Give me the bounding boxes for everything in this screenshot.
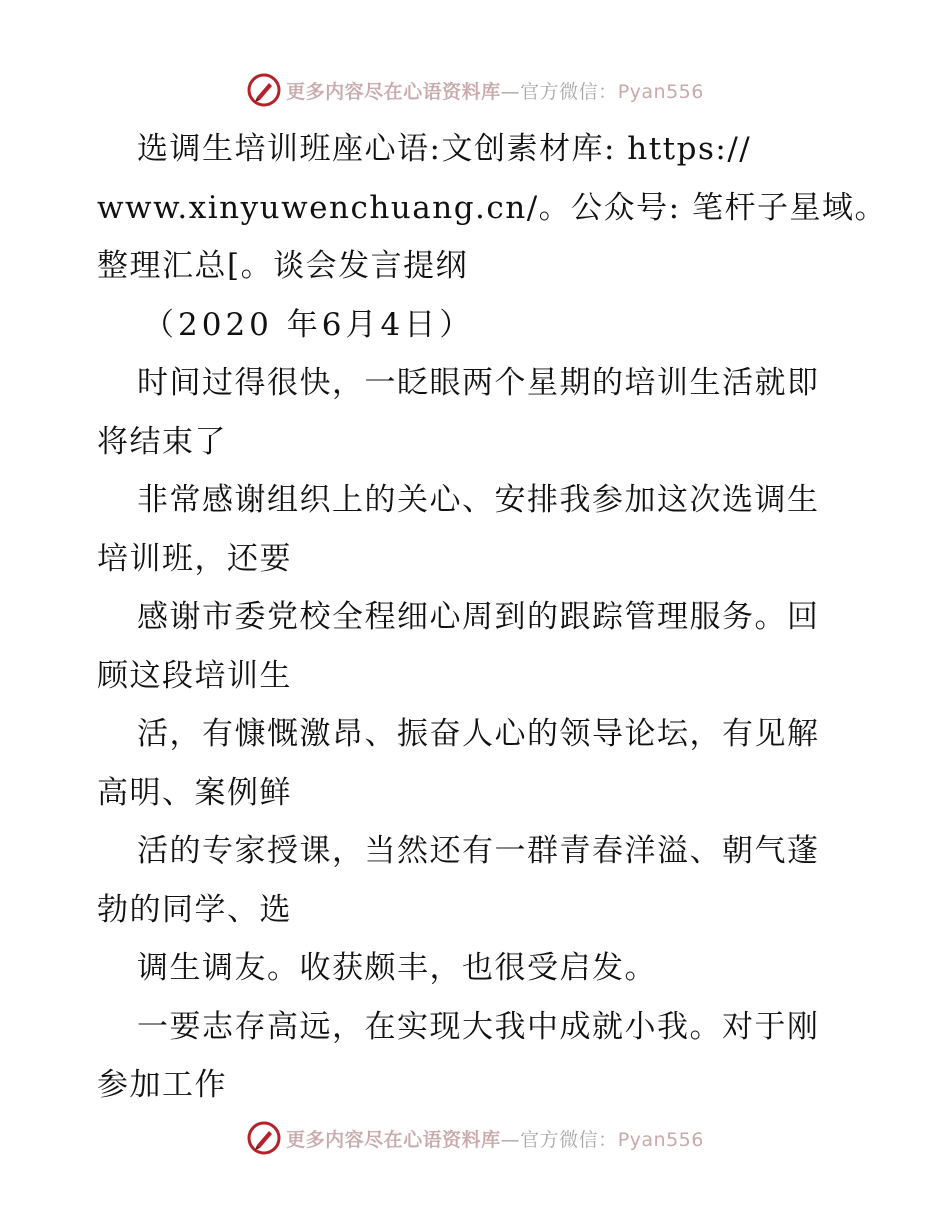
text-line: 勃的同学、选: [97, 891, 292, 928]
text-line: 选调生培训班座心语:文创素材库: https://: [137, 131, 752, 167]
footer-watermark: [0, 1118, 950, 1158]
text-line: 感谢市委党校全程细心周到的跟踪管理服务。回: [137, 599, 820, 635]
text-line: 活，有慷慨激昂、振奋人心的领导论坛，有见解: [137, 716, 820, 752]
watermark-text: [286, 1125, 704, 1152]
text-line: 非常感谢组织上的关心、安排我参加这次选调生: [137, 482, 820, 518]
text-line: 整理汇总[。谈会发言提纲: [97, 248, 469, 284]
watermark-dash: —: [500, 80, 521, 103]
header-watermark: [0, 70, 950, 110]
text-line: www.xinyuwenchuang.cn/。公众号: 笔杆子星域。: [97, 189, 887, 226]
text-line: 顾这段培训生: [97, 657, 292, 694]
watermark-brand: 更多内容尽在心语资料库: [286, 1128, 501, 1151]
text-line: 参加工作: [97, 1067, 227, 1103]
text-line: 时间过得很快，一眨眼两个星期的培训生活就即: [137, 365, 820, 401]
text-line: 高明、案例鲜: [97, 774, 292, 811]
text-line: 调生调友。收获颇丰，也很受启发。: [137, 950, 657, 986]
pen-logo-icon: [246, 1120, 282, 1156]
watermark-account: Pyan556: [617, 1128, 704, 1151]
text-line: 一要志存高远，在实现大我中成就小我。对于刚: [137, 1008, 820, 1045]
text-line: 活的专家授课，当然还有一群青春洋溢、朝气蓬: [137, 833, 820, 869]
watermark-label: 官方微信：: [520, 80, 618, 103]
text-line: 培训班，还要: [97, 540, 292, 577]
watermark-brand: 更多内容尽在心语资料库: [286, 80, 501, 103]
text-line: 将结束了: [97, 423, 227, 460]
watermark-text: [286, 77, 704, 104]
document-body: [97, 120, 887, 1115]
watermark-dash: —: [500, 1128, 521, 1151]
watermark-account: Pyan556: [617, 80, 704, 103]
date-line: （2020 年6月4日）: [143, 306, 475, 343]
watermark-label: 官方微信：: [520, 1128, 618, 1151]
pen-logo-icon: [246, 72, 282, 108]
